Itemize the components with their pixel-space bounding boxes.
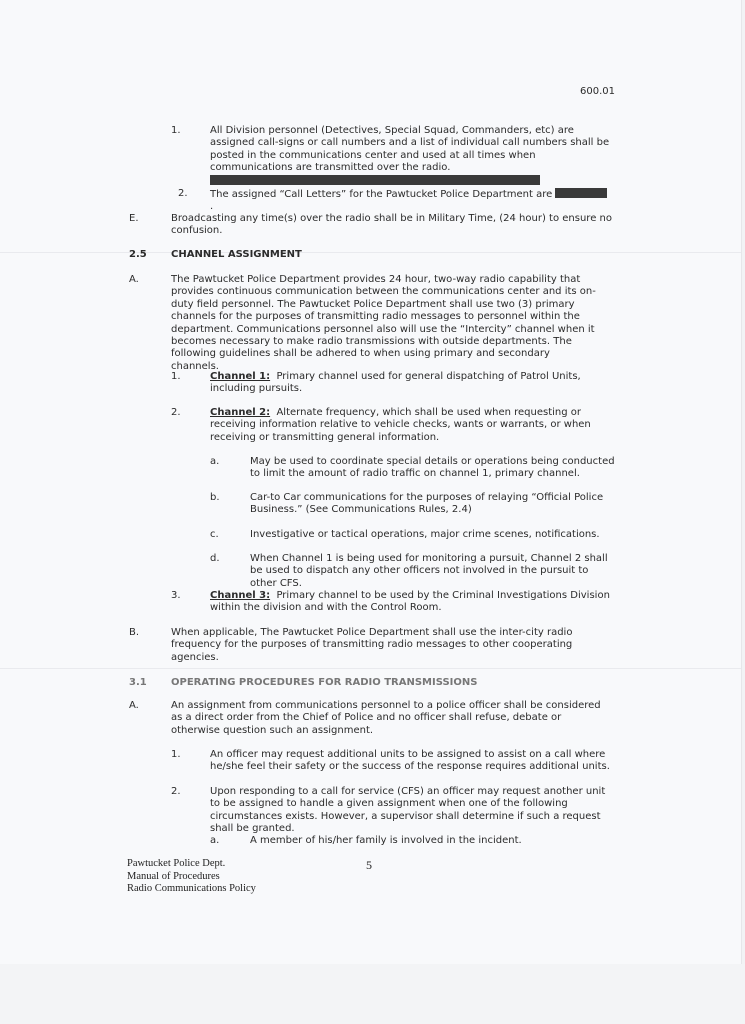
sub-item-letter: a. (210, 835, 220, 846)
section-paragraph: An assignment from communications personnel to a police officer shall be considered as a direct order from the Chief of Police and no officer shall refuse, debate or otherwise question such an assignment. (171, 700, 601, 736)
channel-item (210, 590, 620, 615)
scan-background (0, 964, 745, 1024)
list-number: 2. (171, 786, 181, 797)
redaction-bar (210, 175, 540, 185)
section-number: 3.1 (129, 677, 147, 688)
sub-item-text: Car-to Car communications for the purposes of relaying “Official Police Business.” (See Communications Rules, 2.4) (250, 492, 604, 516)
redaction-bar (555, 188, 607, 198)
section-letter: A. (129, 274, 139, 285)
footer-line: Radio Communications Policy (127, 883, 256, 895)
section-paragraph: When applicable, The Pawtucket Police Department shall use the inter-city radio frequency for the purposes of transmitting radio messages to other cooperating agencies. (171, 627, 573, 663)
section-letter: E. (129, 213, 139, 224)
sub-item-text: Investigative or tactical operations, major crime scenes, notifications. (250, 529, 600, 540)
sub-item-letter: b. (210, 492, 220, 503)
channel-text: Alternate frequency, which shall be used when requesting or receiving information relative to vehicle checks, wants or warrants, or when receiving or transmitting general information. (210, 407, 591, 443)
channel-label: Channel 2: (210, 407, 271, 418)
channel-item (210, 407, 605, 444)
fold-line (0, 252, 741, 253)
list-number: 2. (178, 188, 188, 199)
sub-item-letter: d. (210, 553, 220, 564)
sub-item-text: When Channel 1 is being used for monitoring a pursuit, Channel 2 shall be used to dispatch any other officers not involved in the pursuit to other CFS. (250, 553, 608, 589)
section-letter: A. (129, 700, 139, 711)
list-item-text (210, 125, 610, 188)
sub-item-letter: c. (210, 529, 219, 540)
doc-number: 600.01 (580, 86, 615, 97)
channel-label: Channel 1: (210, 371, 271, 382)
section-title: CHANNEL ASSIGNMENT (171, 249, 302, 260)
list-number: 3. (171, 590, 181, 601)
footer-line: Pawtucket Police Dept. (127, 858, 226, 869)
list-item-text-content: All Division personnel (Detectives, Special Squad, Commanders, etc) are assigned call-signs or call numbers and a list of individual call numbers shall be posted in the communications center and used at all times when communications are transmitted over the radio. (210, 125, 610, 174)
list-item-text: Upon responding to a call for service (CFS) an officer may request another unit to be assigned to handle a given assignment when one of the following circumstances exists. However, a supervisor shall determine if such a request shall be granted. (210, 786, 606, 835)
fold-line (0, 668, 741, 669)
list-item-suffix: . (210, 201, 214, 213)
footer-block (127, 858, 256, 896)
section-title: OPERATING PROCEDURES FOR RADIO TRANSMISSIONS (171, 677, 478, 688)
channel-text: Primary channel to be used by the Criminal Investigations Division within the division and with the Control Room. (210, 590, 610, 614)
channel-item (210, 371, 605, 396)
list-number: 1. (171, 125, 181, 136)
list-number: 2. (171, 407, 181, 418)
list-item-text-content: The assigned “Call Letters” for the Pawtucket Police Department are (210, 189, 553, 200)
channel-text: Primary channel used for general dispatching of Patrol Units, including pursuits. (210, 371, 581, 395)
list-item-text: An officer may request additional units to be assigned to assist on a call where he/she feel their safety or the success of the response requires additional units. (210, 749, 610, 773)
footer-line: Manual of Procedures (127, 870, 220, 882)
sub-item-letter: a. (210, 456, 220, 467)
list-item-text (210, 188, 610, 214)
sub-item-text: May be used to coordinate special details or operations being conducted to limit the amount of radio traffic on channel 1, primary channel. (250, 456, 615, 480)
section-text: Broadcasting any time(s) over the radio shall be in Military Time, (24 hour) to ensure no confusion. (171, 213, 612, 237)
section-paragraph: The Pawtucket Police Department provides 24 hour, two-way radio capability that provides continuous communication between the communications center and its on-duty field personnel. The Pawtucket Police Department shall use two (3) primary channels for the purposes of transmitting radio messages to personnel within the department. Communications personnel also will use the “Intercity” channel when it becomes necessary to make radio transmissions with outside departments. The following guidelines shall be adhered to when using primary and secondary channels. (171, 274, 596, 372)
section-number: 2.5 (129, 249, 147, 260)
sub-item-text: A member of his/her family is involved in the incident. (250, 835, 522, 846)
list-number: 1. (171, 371, 181, 382)
channel-label: Channel 3: (210, 590, 271, 601)
section-letter: B. (129, 627, 140, 638)
list-number: 1. (171, 749, 181, 760)
page-number: 5 (366, 858, 372, 872)
